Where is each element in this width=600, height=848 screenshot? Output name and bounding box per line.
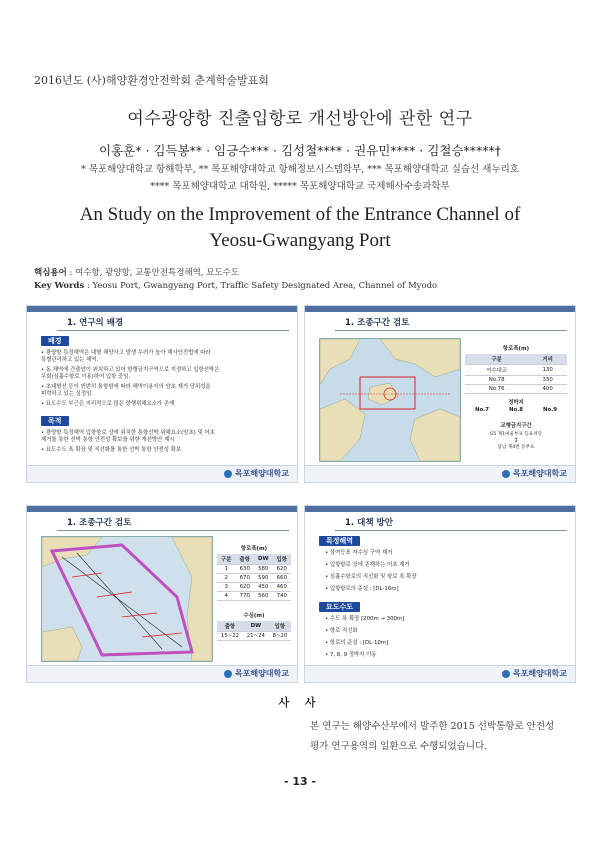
table-cell: 620 <box>236 583 255 592</box>
logo-emblem-icon <box>224 670 232 678</box>
table-cell: 560 <box>254 592 273 601</box>
slide-footer <box>305 665 575 682</box>
bullet-line: • 7, 8, 9 정박지 이동 <box>325 652 377 658</box>
bullet-line: • 항로 직선화 <box>325 628 358 634</box>
slide-title-rule <box>335 530 567 531</box>
slide-title: 1. 조종구간 검토 <box>67 518 132 528</box>
authors: 이홍훈* · 김득봉** · 임긍수*** · 김성철**** · 권유민**** · 김철승*****† <box>99 143 501 158</box>
bullet-line: • 초대형선 등이 빈번히 통항함에 따라 해역이용자의 암초 제거 당위성을 <box>41 384 211 390</box>
logo-text: 목포해양대학교 <box>512 469 567 478</box>
slide-research-background <box>26 305 298 483</box>
page-number: - 13 - <box>283 775 317 788</box>
channel-width-table <box>217 544 291 641</box>
bullet-line: • 삼여등표 자수심 구역 제거 <box>325 550 393 556</box>
bullet-line: • 광양항 특정해역 입항항로 상에 위치한 통항선박 위해요소(암초) 및 어초 <box>41 430 215 436</box>
table-row <box>465 385 567 394</box>
table-header-row <box>217 621 291 632</box>
depth-table <box>217 621 291 641</box>
anchorage-title: 정박지 <box>508 400 524 406</box>
table-cell: No.76 <box>465 385 528 394</box>
table-header-cell: DW <box>254 554 273 565</box>
slide-top-bar <box>27 306 297 312</box>
depth-table-title: 수심(m) <box>243 613 265 619</box>
table-header-row <box>217 554 291 565</box>
table-cell: 130 <box>528 365 567 376</box>
bullet-line: • 수도 폭 확장 [200m → 300m] <box>325 616 405 622</box>
slide-footer <box>27 665 297 682</box>
slide-title-rule <box>57 530 289 531</box>
logo-emblem-icon <box>224 470 232 478</box>
bullet-line: 우회(심흘수항로 이용)하여 입항 중임. <box>41 374 131 380</box>
nautical-chart-map <box>319 338 461 462</box>
slide-title-rule <box>335 330 567 331</box>
logo-emblem-icon <box>502 470 510 478</box>
affiliation-line-2: **** 목포해양대학교 대학원, ***** 목포해양대학교 국제해사수송과학부 <box>150 181 450 192</box>
slide-maneuvering-section-review-2 <box>26 505 298 683</box>
section-label-purpose: 목적 <box>41 416 69 426</box>
table-row <box>217 583 291 592</box>
keywords-korean-label: 핵심용어 <box>34 268 67 278</box>
nautical-chart-map <box>41 536 213 662</box>
table-header-cell: 거리 <box>528 354 567 365</box>
no-passing-zone-start: G5 제1여울부표 등표쉬단 <box>489 432 543 437</box>
keywords-korean-text: : 여수항, 광양항, 교통안전특정해역, 묘도수도 <box>66 268 240 278</box>
logo-text: 목포해양대학교 <box>234 469 289 478</box>
bullet-line: • 묘도수도 폭 확장 및 직선화를 통한 선박 통항 안전성 확보 <box>41 447 182 453</box>
table-cell: 2 <box>217 574 236 583</box>
table-cell: No.78 <box>465 376 528 385</box>
slide-countermeasures <box>304 505 576 683</box>
channel-width-table <box>465 344 567 450</box>
no-passing-zone-arrow-icon: ↕ <box>513 437 519 444</box>
anchorage-item: No.8 <box>508 407 523 413</box>
chart-map-graphic <box>320 339 460 461</box>
logo-emblem-icon <box>502 670 510 678</box>
bullet-line: • 광양항 특정해역은 대형 해양사고 발생 우려가 높아 해사안전법에 따라 <box>41 350 211 356</box>
slide-top-bar <box>305 306 575 312</box>
table-cell: 660 <box>273 574 292 583</box>
table-header-cell: 입항 <box>269 621 291 632</box>
table-header-cell: 입항 <box>273 554 292 565</box>
table-cell: 1 <box>217 565 236 574</box>
conference-header: 2016년도 (사)해양환경안전학회 춘계학술발표회 <box>34 74 269 87</box>
bullet-line: 제거를 통한 선박 통항 안전성 확보를 위한 개선방안 제시 <box>41 437 175 443</box>
bullet-line: • 심흘수항로의 직선화 및 항로 폭 확장 <box>325 574 417 580</box>
table-cell: 630 <box>236 565 255 574</box>
table-cell: 670 <box>236 574 255 583</box>
keywords-english-label: Key Words <box>34 281 85 291</box>
table-header-cell: 출항 <box>217 621 243 632</box>
table-cell: 여수대교 <box>465 365 528 376</box>
section-label-myodo-channel: 묘도수도 <box>319 602 360 612</box>
no-passing-zone-title: 교행금지구간 <box>500 423 532 429</box>
keywords-english <box>34 281 437 291</box>
bullet-line: • 입항항로 상에 존재하는 어초 제거 <box>325 562 410 568</box>
table-cell: 400 <box>528 385 567 394</box>
table-cell: 21~24 <box>243 632 269 641</box>
keywords-korean <box>34 266 239 278</box>
slide-maneuvering-section-review-1 <box>304 305 576 483</box>
acknowledgement-line-1: 본 연구는 해양수산부에서 발주한 2015 선박통항로 안전성 <box>310 721 555 732</box>
table-row <box>217 565 291 574</box>
slide-title-rule <box>57 330 289 331</box>
bullet-line: 특별관리하고 있는 해역. <box>41 357 99 363</box>
anchorage-item: No.7 <box>474 407 489 413</box>
table-cell: 450 <box>254 583 273 592</box>
section-label-designated-area: 특정해역 <box>319 536 360 546</box>
chart-map-graphic <box>42 537 212 661</box>
acknowledgement-line-2: 평가 연구용역의 일환으로 수행되었습니다. <box>310 741 488 752</box>
table-cell: 330 <box>528 376 567 385</box>
logo-text: 목포해양대학교 <box>234 669 289 678</box>
table-header-cell: DW <box>243 621 269 632</box>
table-cell: 590 <box>254 574 273 583</box>
university-logo <box>224 668 289 679</box>
university-logo <box>502 668 567 679</box>
table-cell: 770 <box>236 592 255 601</box>
bullet-line: • 동 해역에 간출암이 위치하고 있어 항행금지구역으로 지정하고 입항선박은 <box>41 367 220 373</box>
title-english-line-2: Yeosu-Gwangyang Port <box>209 230 391 251</box>
university-logo <box>502 468 567 479</box>
slide-title: 1. 대책 방안 <box>345 518 393 528</box>
table-title: 항로폭(m) <box>240 546 268 552</box>
table-cell: 4 <box>217 592 236 601</box>
title-korean: 여수광양항 진출입항로 개선방안에 관한 연구 <box>127 109 473 129</box>
table-cell: 620 <box>273 565 292 574</box>
affiliation-line-1: * 목포해양대학교 항해학부, ** 목포해양대학교 항해정보시스템학부, *** 목포해양대학교 실습선 새누리호 <box>81 164 519 175</box>
slide-top-bar <box>27 506 297 512</box>
table-header-cell: 출항 <box>236 554 255 565</box>
anchorage-list <box>465 407 567 413</box>
university-logo <box>224 468 289 479</box>
table-row <box>217 632 291 641</box>
acknowledgement-title: 사 사 <box>278 696 322 709</box>
table-header-cell: 구분 <box>465 354 528 365</box>
table-cell: 580 <box>254 565 273 574</box>
slide-top-bar <box>305 506 575 512</box>
slide-title: 1. 조종구간 검토 <box>345 318 410 328</box>
logo-text: 목포해양대학교 <box>512 669 567 678</box>
table-title: 항로폭(m) <box>502 346 530 352</box>
table <box>465 354 567 394</box>
table-cell: 8~20 <box>269 632 291 641</box>
table-cell: 15~22 <box>217 632 243 641</box>
slide-footer <box>305 465 575 482</box>
slide-title: 1. 연구의 배경 <box>67 318 124 328</box>
table-cell: 3 <box>217 583 236 592</box>
title-english-line-1: An Study on the Improvement of the Entrance Channel of <box>79 204 521 225</box>
bullet-line: • 항로의 준설 : [DL-10m] <box>325 640 389 646</box>
table-header-row <box>465 354 567 365</box>
section-label-background: 배경 <box>41 336 69 346</box>
keywords-english-text: : Yeosu Port, Gwangyang Port, Traffic Safety Designated Area, Channel of Myodo <box>84 281 438 291</box>
table <box>217 554 291 601</box>
table-row <box>465 365 567 376</box>
table-cell: 460 <box>273 583 292 592</box>
bullet-line: • 묘도수도 부근은 지리적으로 많은 항행위해요소가 존재 <box>41 401 175 407</box>
slide-footer <box>27 465 297 482</box>
table-cell: 740 <box>273 592 292 601</box>
table-row <box>217 574 291 583</box>
bullet-line: 피력하고 있는 실정임. <box>41 391 94 397</box>
table-row <box>465 376 567 385</box>
table-row <box>217 592 291 601</box>
anchorage-item: No.9 <box>542 407 557 413</box>
no-passing-zone-end: 삼남 제4번 등부표 <box>497 445 535 450</box>
bullet-line: • 입항항로의 준설 : [DL-16m] <box>325 586 399 592</box>
table-header-cell: 구분 <box>217 554 236 565</box>
